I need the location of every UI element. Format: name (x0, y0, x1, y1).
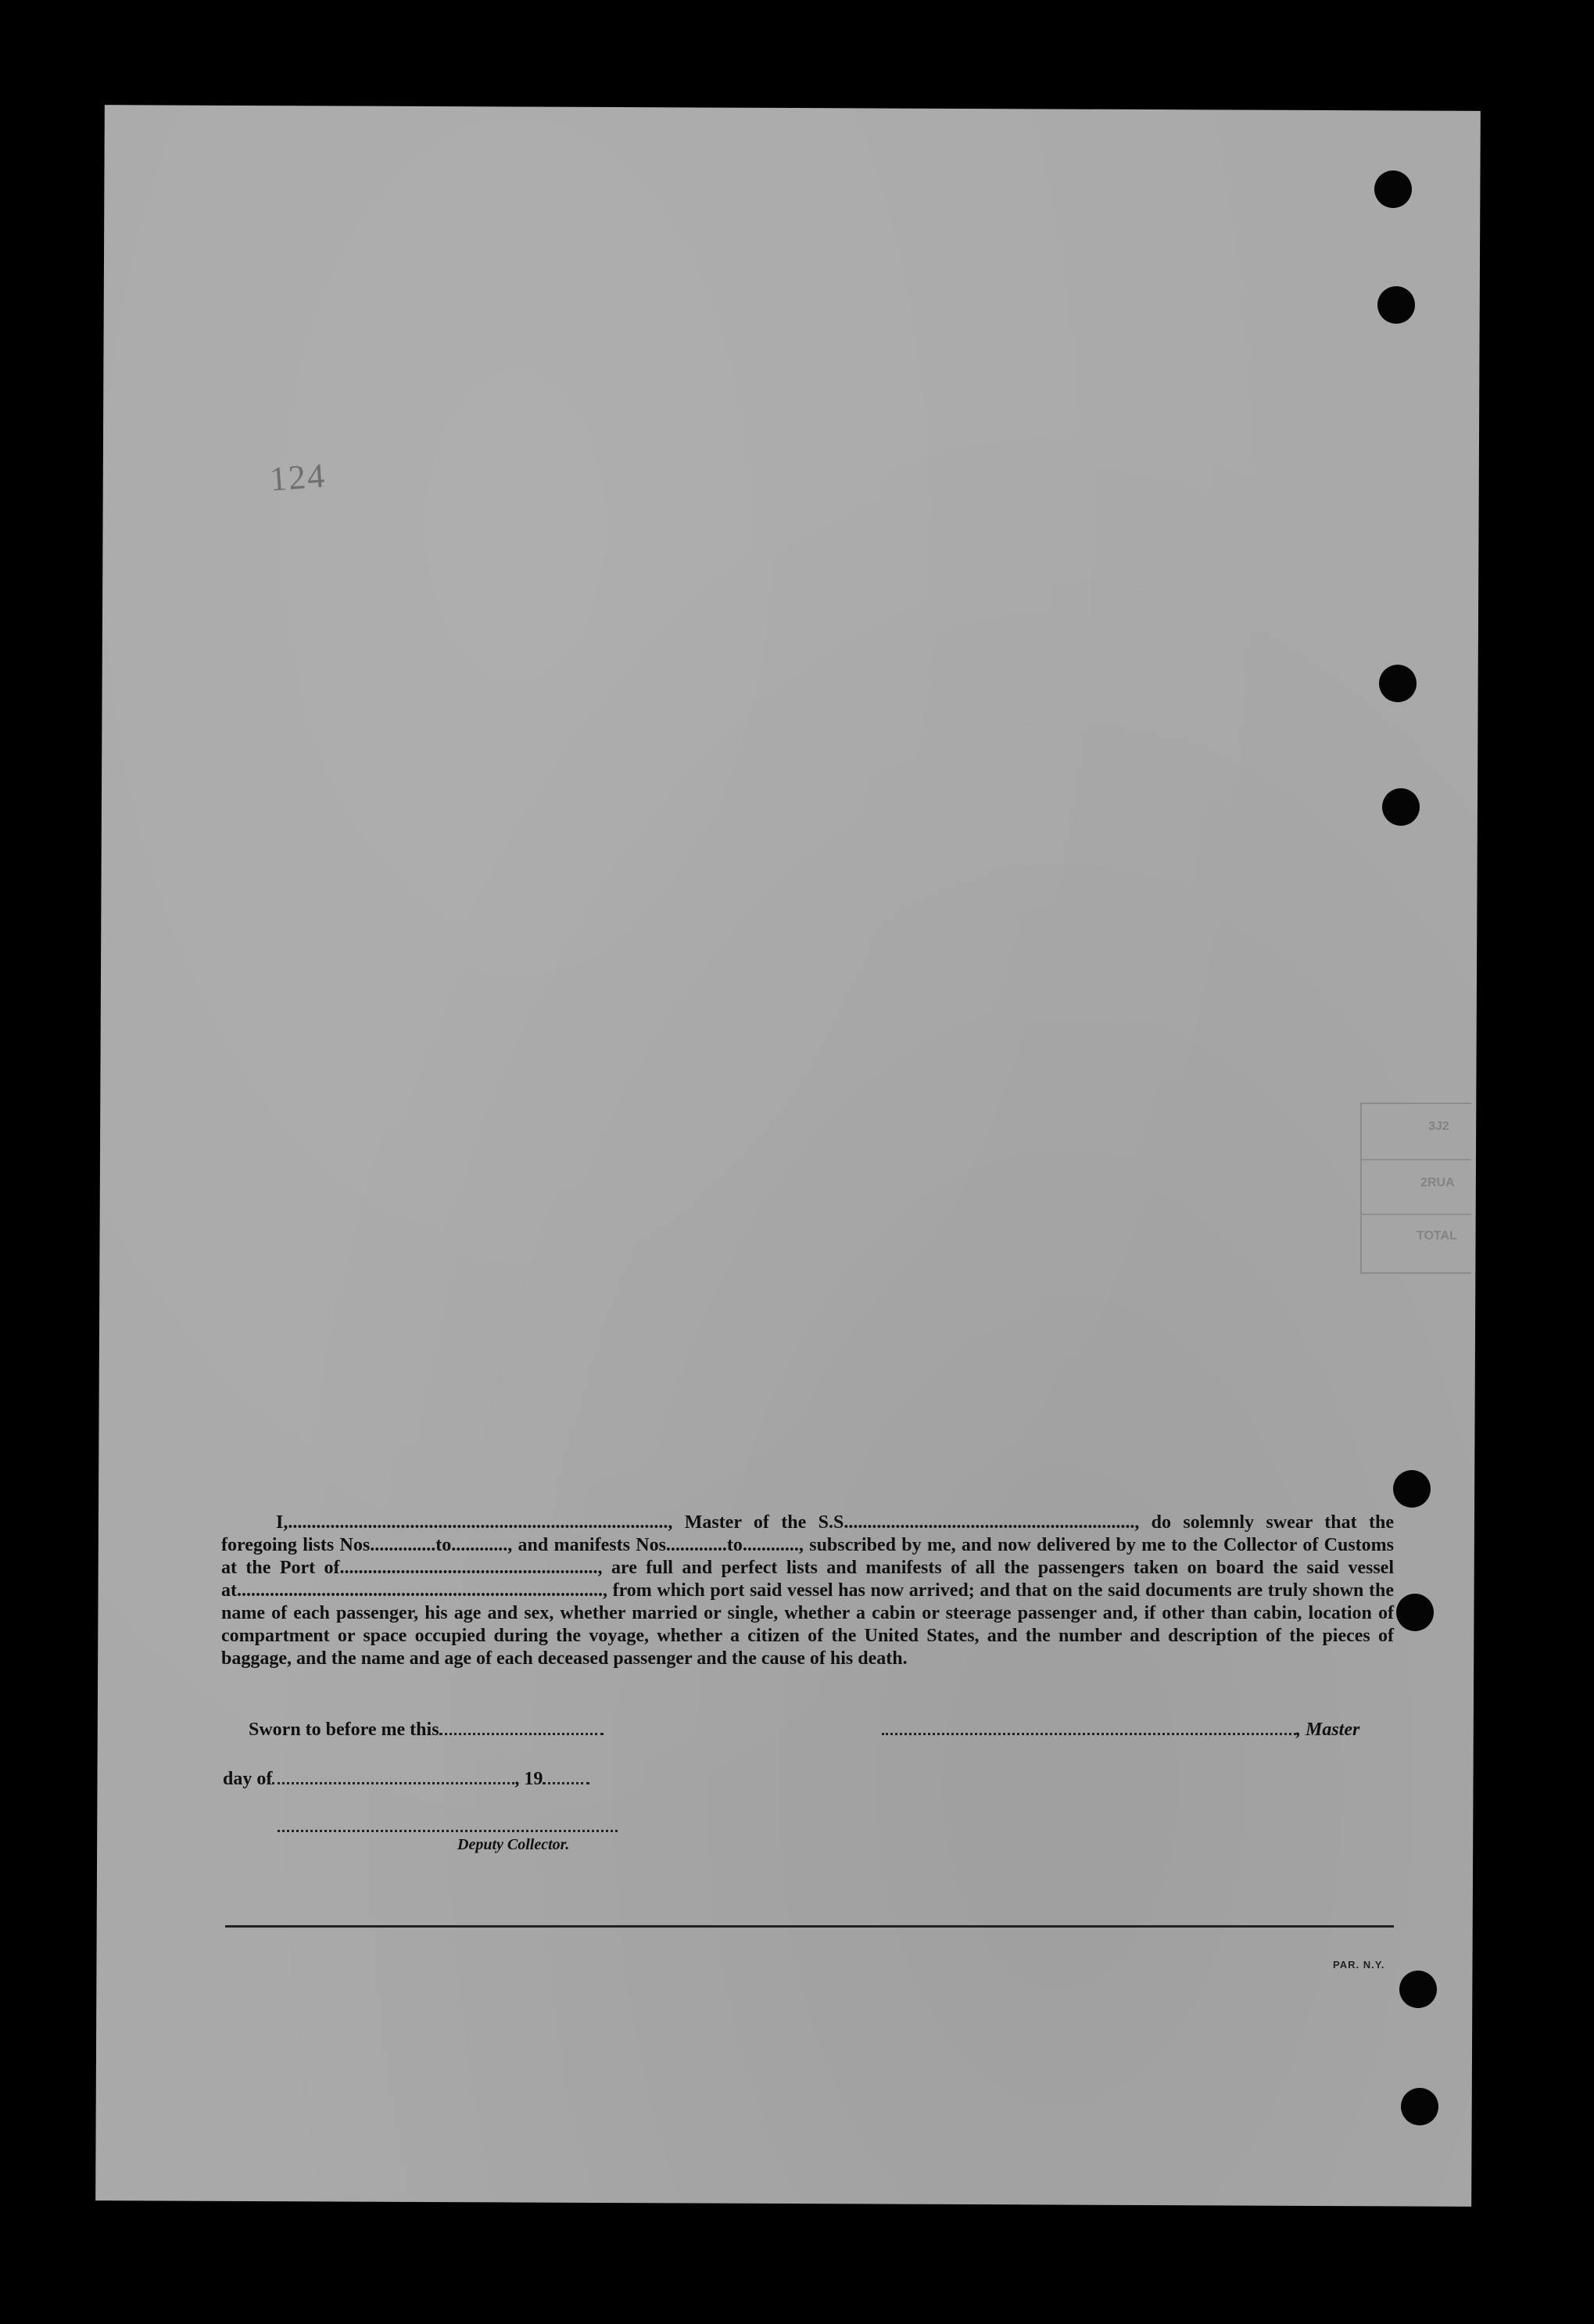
year-blank[interactable] (543, 1768, 589, 1784)
deputy-signature-line[interactable] (278, 1830, 618, 1832)
punch-hole-5 (1393, 1470, 1431, 1508)
punch-hole-1 (1374, 170, 1412, 208)
punch-hole-7 (1399, 1971, 1437, 2008)
stamp-text-3: TOTAL (1417, 1229, 1457, 1243)
margin-handwritten-number: 124 (268, 456, 328, 499)
punch-hole-6 (1396, 1594, 1434, 1631)
stamp-text-1: 3J2 (1428, 1120, 1449, 1133)
punch-hole-8 (1401, 2088, 1438, 2125)
form-code: PAR. N.Y. (1333, 1959, 1385, 1971)
day-month-blank[interactable] (272, 1768, 514, 1784)
year-prefix: , 19 (514, 1769, 543, 1789)
master-label: , Master (1296, 1720, 1360, 1740)
document-sheet (95, 105, 1481, 2207)
master-signature-blank[interactable] (882, 1719, 1296, 1735)
deputy-collector-label: Deputy Collector. (457, 1836, 570, 1853)
stamp-text-2: 2RUA (1420, 1176, 1455, 1189)
punch-hole-4 (1382, 788, 1420, 826)
master-oath-paragraph (221, 1512, 1394, 1670)
master-signature-row (882, 1719, 1359, 1741)
punch-hole-3 (1379, 665, 1417, 702)
day-row (223, 1768, 589, 1790)
punch-hole-2 (1377, 286, 1415, 324)
horizontal-rule (225, 1925, 1394, 1928)
day-label: day of (223, 1769, 273, 1789)
oath-text: I,................................................................................., Master of the S.S.............................................................., do solemnly swear that the foregoing lists Nos..............to............, and manifests Nos.............to............, subscribed by me, and now delivered by me to the Collector of Customs at the Port of......................................................., are full and perfect lists and manifests of all the passengers taken on board the said vessel at.............................................................................., from which port said vessel has now arrived; and that on the said documents are truly shown the name of each passenger, his age and sex, whether married or single, whether a cabin or steerage passenger and, if other than cabin, location of compartment or space occupied during the voyage, whether a citizen of the United States, and the number and description of the pieces of baggage, and the name and age of each deceased passenger and the cause of his death. (221, 1512, 1394, 1669)
sworn-label: Sworn to before me this (249, 1720, 439, 1740)
faded-stamp-box (1360, 1103, 1471, 1274)
sworn-row (249, 1719, 604, 1741)
sworn-date-blank[interactable] (439, 1719, 604, 1735)
